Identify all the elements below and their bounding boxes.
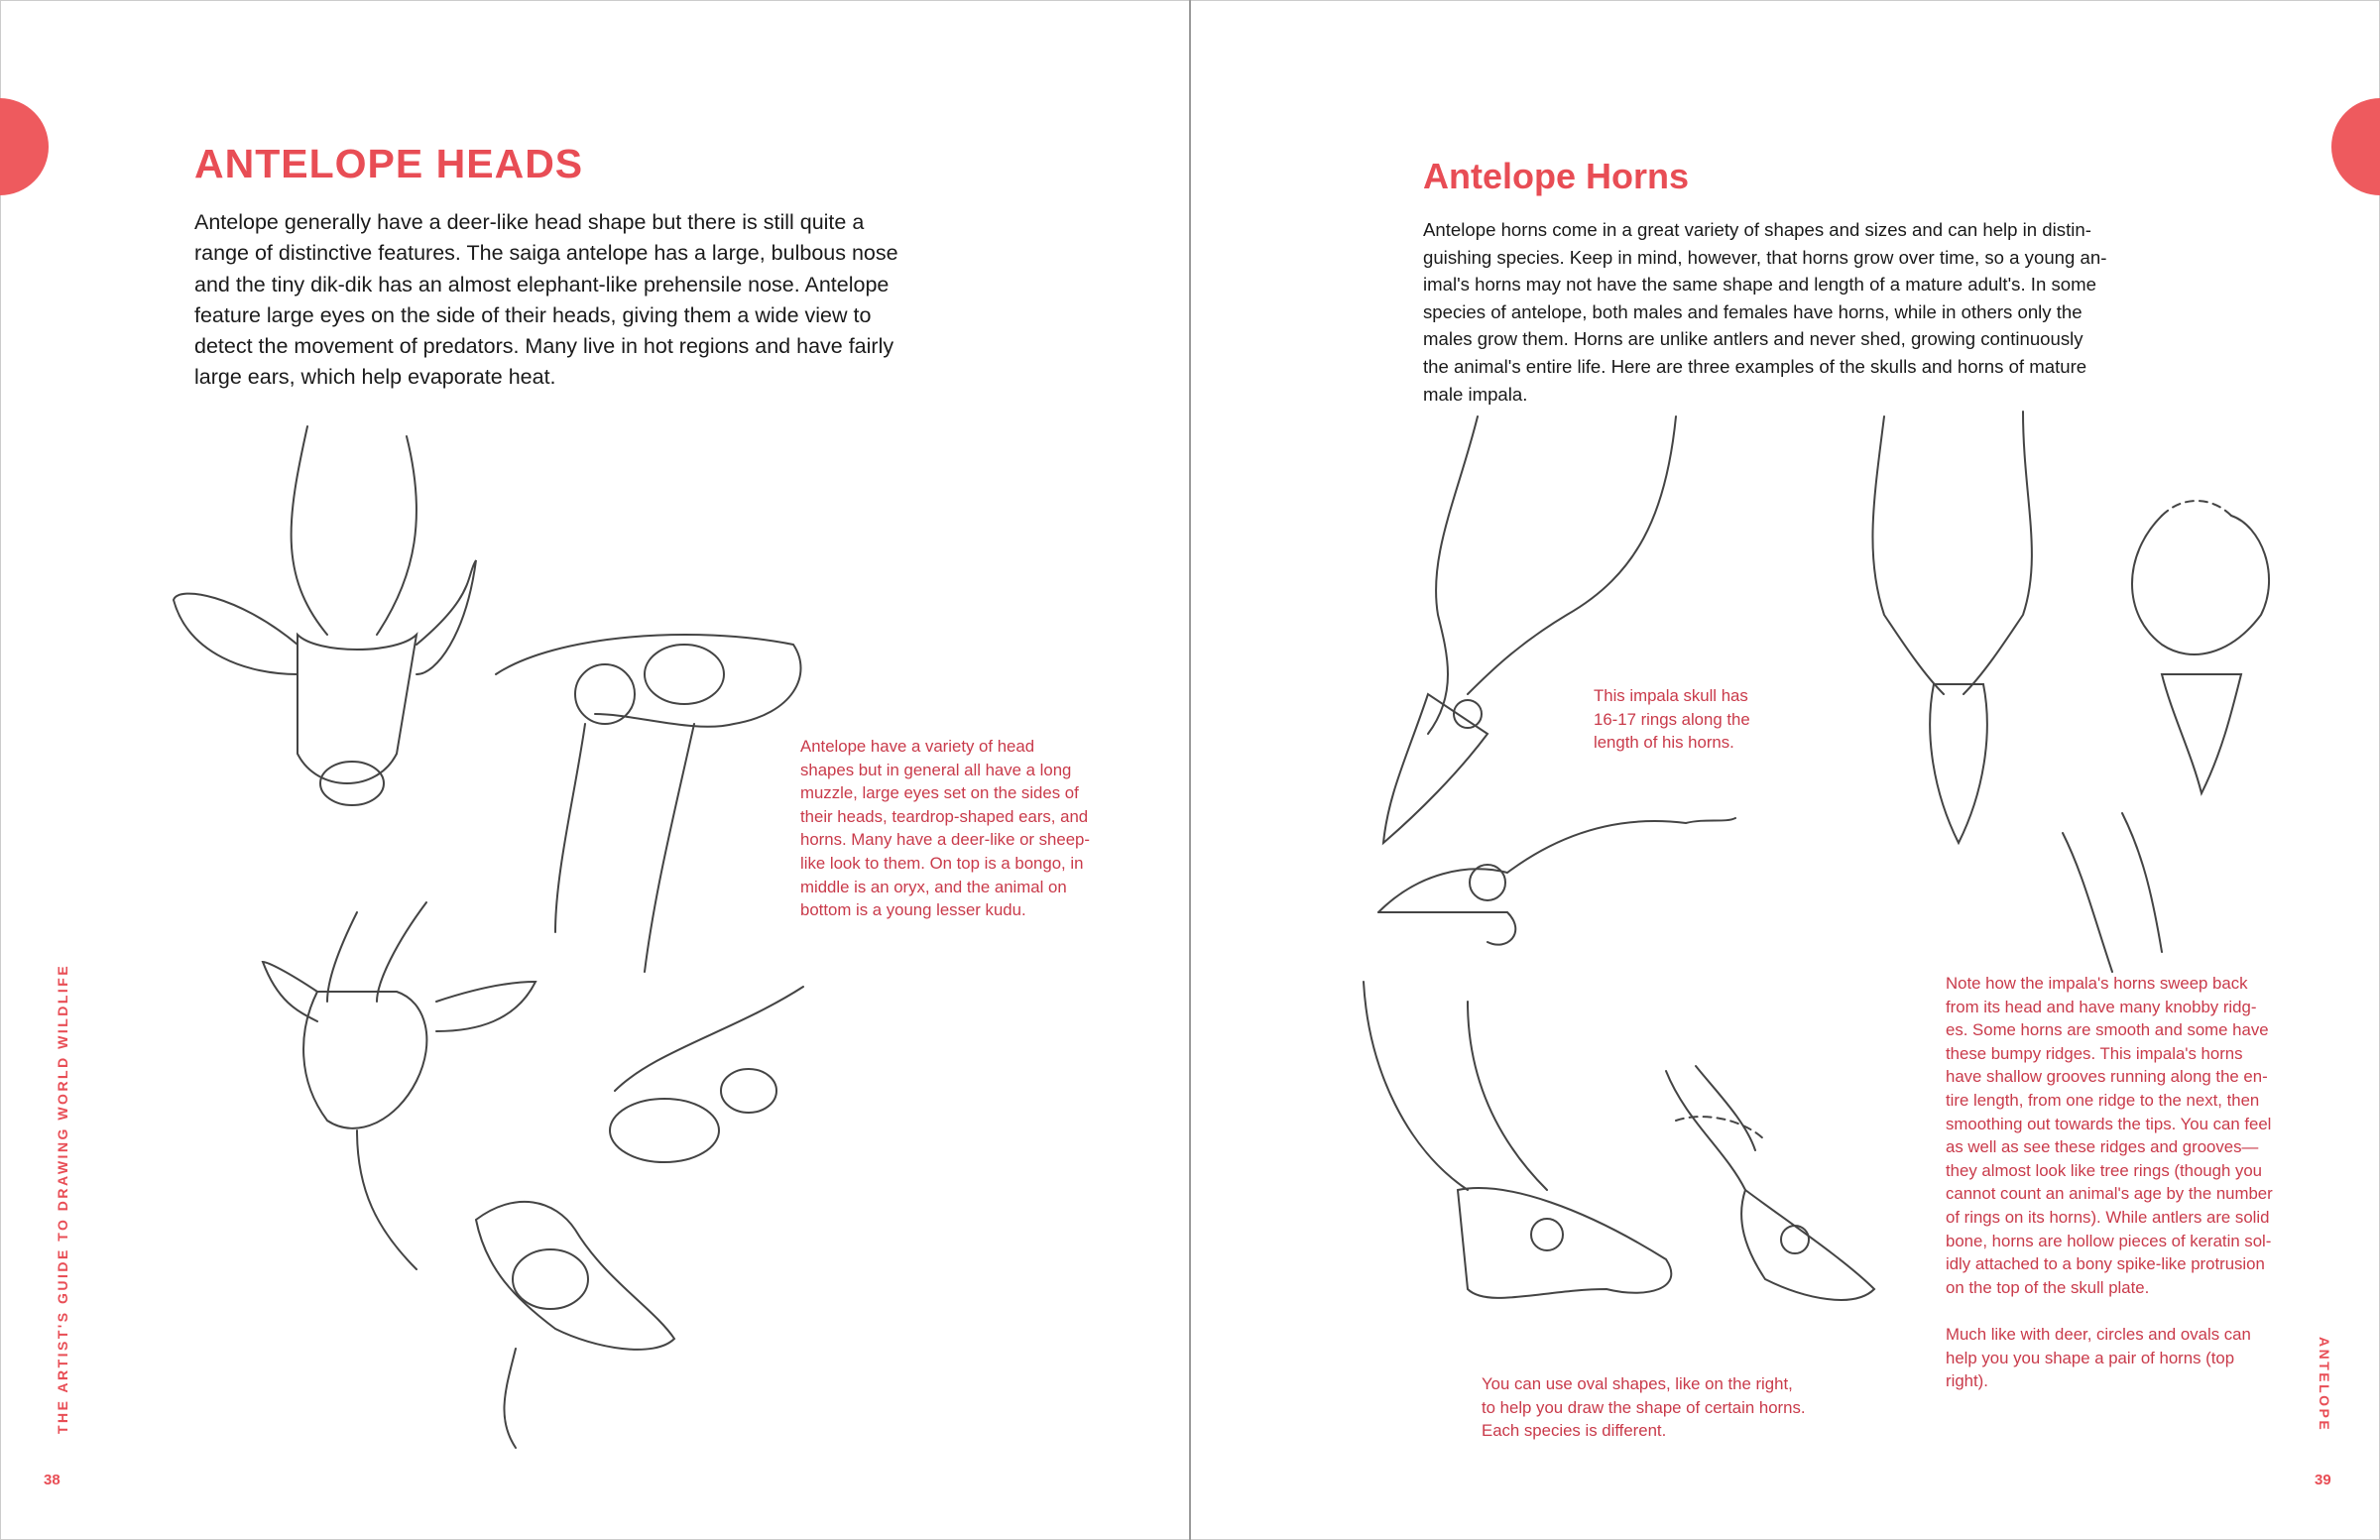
caption-oval-shapes: You can use oval shapes, like on the right, to help you draw the shape of certain horns. Each species is different. xyxy=(1482,1374,1806,1441)
oryx-head-sketch xyxy=(263,902,536,1269)
impala-skull-sketch-side xyxy=(1378,818,1735,945)
book-title-spine: THE ARTIST'S GUIDE TO DRAWING WORLD WILDLIFE xyxy=(55,963,70,1434)
chapter-spine: ANTELOPE xyxy=(2317,1337,2332,1433)
oval-horn-guide-sketch xyxy=(2132,501,2269,793)
intro-paragraph-heads: Antelope generally have a deer-like head shape but there is still quite a range of distinctive features. The saiga antelope has a large, bulbous nose and the tiny dik-dik has an almost elephant-like prehensile nose. Antelope feature large eyes on the side of their heads, giving them a wide view to detect the movement of predators. Many live in hot regions and have fairly large ears, which help evaporate heat. xyxy=(194,210,898,390)
impala-skull-sketch-1 xyxy=(1383,416,1676,843)
side-head-sketch xyxy=(496,635,801,972)
page-number-right: 39 xyxy=(2315,1472,2331,1488)
impala-head-sketch-oval xyxy=(1666,1066,1874,1300)
caption-skull-rings: This impala skull has 16-17 rings along the length of his horns. xyxy=(1594,686,1750,753)
small-head-sketch xyxy=(610,987,803,1162)
bongo-head-sketch xyxy=(174,426,476,805)
caption-head-shapes: Antelope have a variety of head shapes but in general all have a long muzzle, large eyes set on the sides of their heads, teardrop-shaped ears, and horns. Many have a deer-like or sheep- like look to them. On top is a bongo, in middle is an oryx, and the animal on bottom is a young lesser kudu. xyxy=(800,737,1090,920)
lesser-kudu-head-sketch xyxy=(476,1202,674,1448)
impala-skull-sketch-front xyxy=(1872,412,2031,843)
page-title-antelope-horns: Antelope Horns xyxy=(1423,156,1690,196)
impala-head-sketch-1 xyxy=(1364,982,1671,1298)
intro-paragraph-horns: Antelope horns come in a great variety of shapes and sizes and can help in distin- guishing species. Keep in mind, however, that horns grow over time, so a young an- imal's horns may not have the same shape and length of a mature adult's. In some species of antelope, both males and females have horns, while in others only the males grow them. Horns are unlike antlers and never shed, growing continuously the animal's entire life. Here are three examples of the skulls and horns of mature male impala. xyxy=(1423,219,2107,405)
horn-ring-detail-sketch xyxy=(2063,813,2162,972)
caption-horn-notes: Note how the impala's horns sweep back from its head and have many knobby ridg- es. Some horns are smooth and some have these bumpy ridges. This impala's horns have shallow grooves running along the en- tire length, from one ridge to the next, then smoothing out towards the tips. You can feel as well as see these ridges and grooves— they almost look like tree rings (though you cannot count an animal's age by the number of rings on its horns). While antlers are solid bone, horns are hollow pieces of keratin sol- idly attached to a bony spike-like protrusion on the top of the skull plate. Much like with deer, circles and ovals can help you you shape a pair of horns (top right). xyxy=(1946,974,2273,1391)
page-title-antelope-heads: ANTELOPE HEADS xyxy=(194,141,584,186)
page-number-left: 38 xyxy=(44,1472,60,1488)
